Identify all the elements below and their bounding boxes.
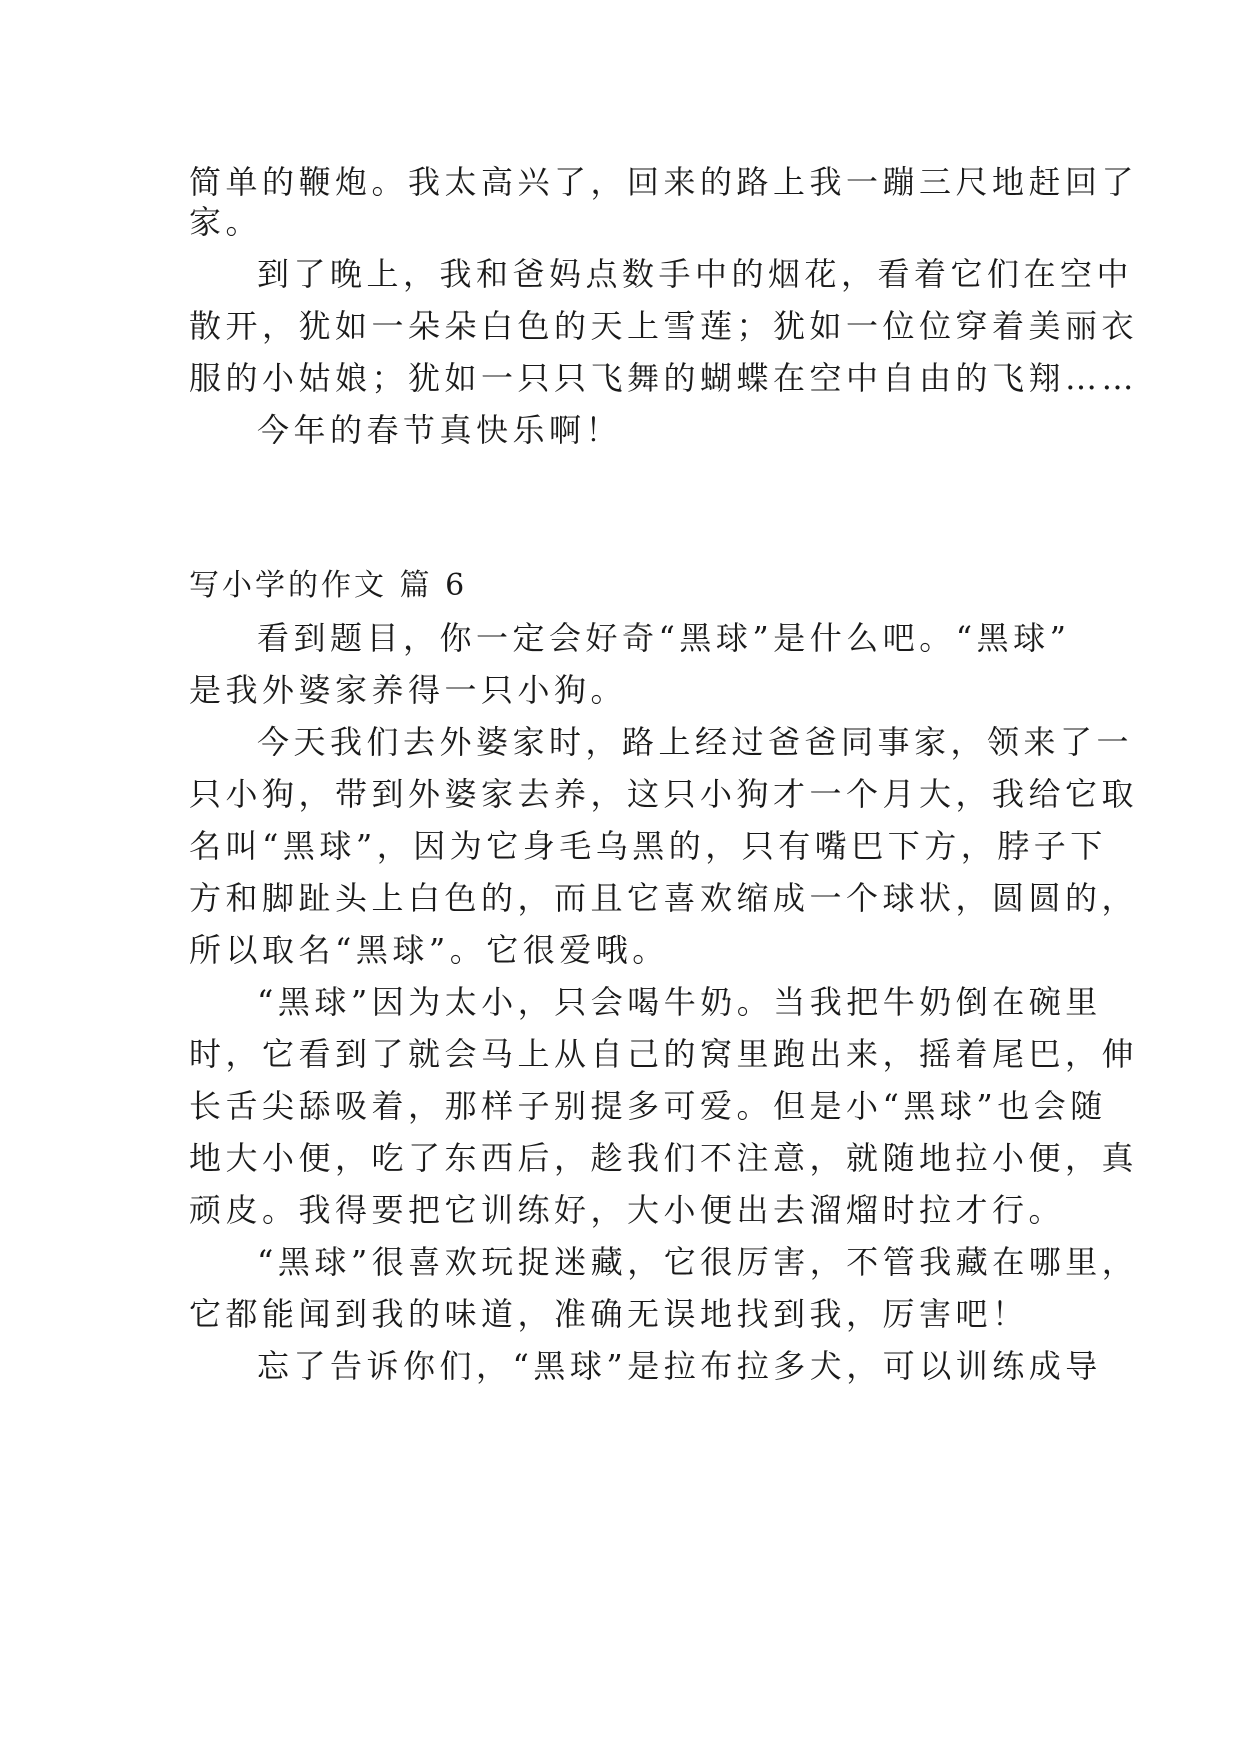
text-line: “黑球”很喜欢玩捉迷藏，它很厉害，不管我藏在哪里， bbox=[257, 1243, 1139, 1281]
text-line: 方和脚趾头上白色的，而且它喜欢缩成一个球状，圆圆的， bbox=[189, 879, 1139, 917]
text-line: 长舌尖舔吸着，那样子别提多可爱。但是小“黑球”也会随 bbox=[189, 1087, 1107, 1125]
text-line: 到了晚上，我和爸妈点数手中的烟花，看着它们在空中 bbox=[257, 255, 1134, 293]
text-line: 所以取名“黑球”。它很爱哦。 bbox=[189, 931, 669, 969]
text-line: “黑球”因为太小，只会喝牛奶。当我把牛奶倒在碗里 bbox=[257, 983, 1102, 1021]
text-line: 忘了告诉你们，“黑球”是拉布拉多犬，可以训练成导 bbox=[257, 1347, 1102, 1385]
section-heading: 写小学的作文 篇 6 bbox=[189, 568, 468, 603]
text-line: 只小狗，带到外婆家去养，这只小狗才一个月大，我给它取 bbox=[189, 775, 1139, 813]
text-line: 家。 bbox=[189, 203, 263, 241]
document-page bbox=[189, 0, 1139, 1754]
text-line: 散开，犹如一朵朵白色的天上雪莲；犹如一位位穿着美丽衣 bbox=[189, 307, 1139, 345]
text-line: 看到题目，你一定会好奇“黑球”是什么吧。“黑球” bbox=[257, 619, 1071, 657]
text-line: 今年的春节真快乐啊！ bbox=[257, 411, 623, 449]
text-line: 今天我们去外婆家时，路上经过爸爸同事家，领来了一 bbox=[257, 723, 1134, 761]
text-line: 地大小便，吃了东西后，趁我们不注意，就随地拉小便，真 bbox=[189, 1139, 1139, 1177]
text-line: 时，它看到了就会马上从自己的窝里跑出来，摇着尾巴，伸 bbox=[189, 1035, 1139, 1073]
text-line: 它都能闻到我的味道，准确无误地找到我，厉害吧！ bbox=[189, 1295, 1029, 1333]
text-line: 服的小姑娘；犹如一只只飞舞的蝴蝶在空中自由的飞翔…… bbox=[189, 359, 1139, 397]
text-line: 简单的鞭炮。我太高兴了，回来的路上我一蹦三尺地赶回了 bbox=[189, 163, 1139, 201]
text-line: 是我外婆家养得一只小狗。 bbox=[189, 671, 628, 709]
text-line: 顽皮。我得要把它训练好，大小便出去溜熘时拉才行。 bbox=[189, 1191, 1066, 1229]
text-line: 名叫“黑球”，因为它身毛乌黑的，只有嘴巴下方，脖子下 bbox=[189, 827, 1107, 865]
